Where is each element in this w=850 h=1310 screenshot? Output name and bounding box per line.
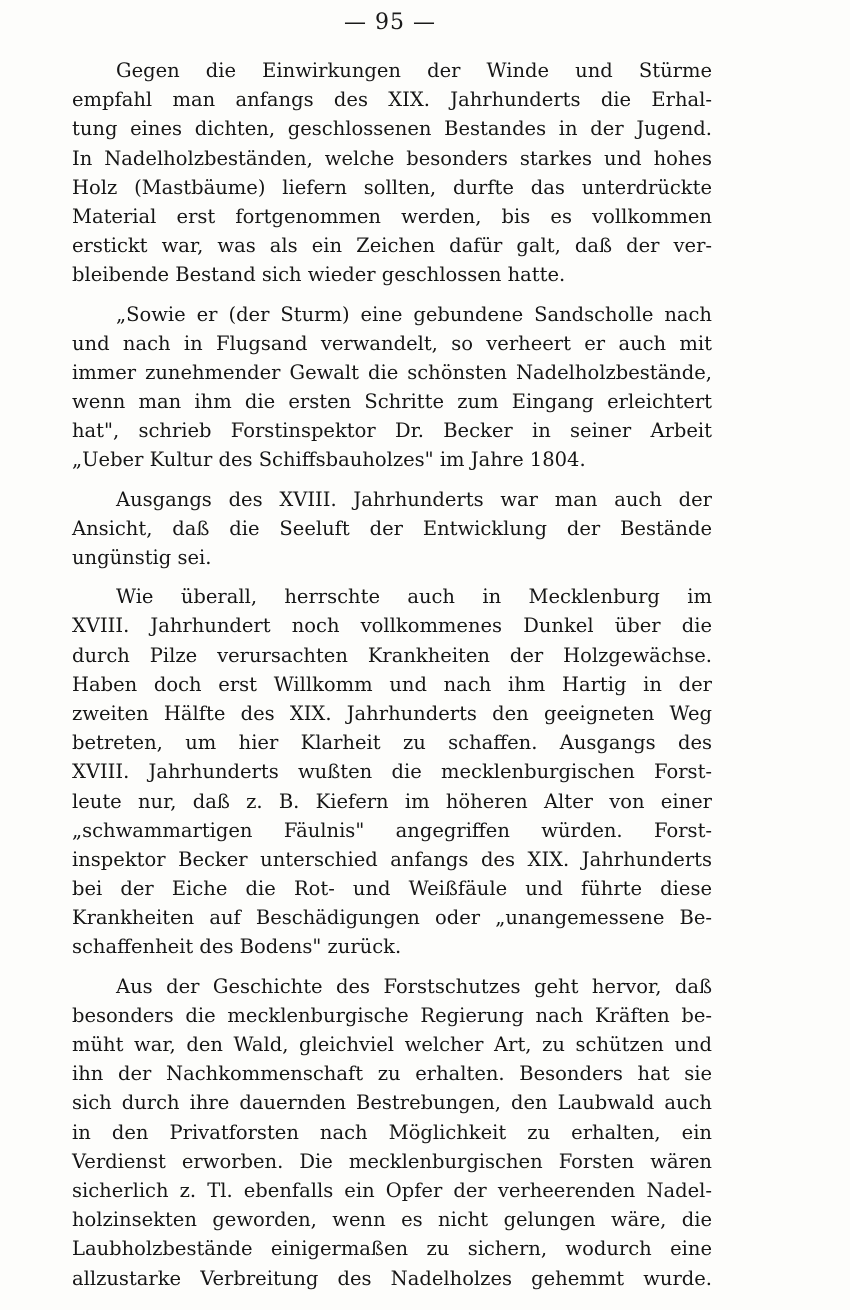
- text-line: allzustarke Verbreitung des Nadelholzes gehemmt wurde.: [72, 1266, 712, 1290]
- paragraph-4: [72, 582, 712, 961]
- text-line: Krankheiten auf Beschädigungen oder „unangemessene Be-: [72, 906, 712, 930]
- page-number: — 95 —: [344, 10, 436, 35]
- text-line: Gegen die Einwirkungen der Winde und Stürme: [116, 59, 712, 82]
- text-line: betreten, um hier Klarheit zu schaffen. Ausgangs des: [72, 731, 712, 755]
- paragraph-5: [72, 972, 712, 1293]
- text-line: Holz (Mastbäume) liefern sollten, durfte das unterdrückte: [72, 175, 712, 199]
- text-line: Aus der Geschichte des Forstschutzes geht hervor, daß: [116, 974, 712, 998]
- text-line: inspektor Becker unterschied anfangs des XIX. Jahrhunderts: [72, 847, 712, 871]
- text-line: hat", schrieb Forstinspektor Dr. Becker in seiner Arbeit: [72, 419, 712, 443]
- text-line: ihn der Nachkommenschaft zu erhalten. Besonders hat sie: [72, 1062, 712, 1086]
- text-line: In Nadelholzbeständen, welche besonders starkes und hohes: [72, 146, 712, 170]
- text-line: „schwammartigen Fäulnis" angegriffen würden. Forst-: [72, 818, 712, 842]
- text-line: wenn man ihm die ersten Schritte zum Eingang erleichtert: [72, 390, 712, 414]
- text-line: leute nur, daß z. B. Kiefern im höheren Alter von einer: [72, 789, 712, 813]
- text-line: „Ueber Kultur des Schiffsbauholzes" im Jahre 1804.: [72, 448, 586, 472]
- text-line: Haben doch erst Willkomm und nach ihm Hartig in der: [72, 672, 712, 696]
- paragraph-2: [72, 300, 712, 475]
- text-line: Ausgangs des XVIII. Jahrhunderts war man auch der: [116, 487, 712, 511]
- text-line: bleibende Bestand sich wieder geschlossen hatte.: [72, 263, 566, 287]
- text-line: Material erst fortgenommen werden, bis es vollkommen: [72, 204, 712, 228]
- text-line: schaffenheit des Bodens" zurück.: [72, 935, 402, 959]
- text-line: Verdienst erworben. Die mecklenburgischen Forsten wären: [72, 1149, 712, 1173]
- paragraph-3: [72, 485, 712, 573]
- text-line: XVIII. Jahrhunderts wußten die mecklenburgischen Forst-: [72, 760, 712, 784]
- text-line: tung eines dichten, geschlossenen Bestandes in der Jugend.: [72, 117, 712, 141]
- text-line: erstickt war, was als ein Zeichen dafür galt, daß der ver-: [72, 234, 712, 258]
- text-line: besonders die mecklenburgische Regierung nach Kräften be-: [72, 1003, 712, 1027]
- text-line: sicherlich z. Tl. ebenfalls ein Opfer der verheerenden Nadel-: [72, 1178, 712, 1202]
- text-line: durch Pilze verursachten Krankheiten der Holzgewächse.: [72, 643, 712, 667]
- body-text: [72, 56, 712, 1303]
- text-line: ungünstig sei.: [72, 546, 212, 569]
- text-line: XVIII. Jahrhundert noch vollkommenes Dunkel über die: [72, 614, 712, 638]
- text-line: holzinsekten geworden, wenn es nicht gelungen wäre, die: [72, 1208, 712, 1232]
- text-line: immer zunehmender Gewalt die schönsten Nadelholzbestände,: [72, 360, 712, 384]
- paragraph-1: [72, 56, 712, 290]
- text-line: Laubholzbestände einigermaßen zu sichern, wodurch eine: [72, 1237, 712, 1261]
- text-line: empfahl man anfangs des XIX. Jahrhunderts die Erhal-: [72, 88, 712, 112]
- text-line: und nach in Flugsand verwandelt, so verheert er auch mit: [72, 331, 712, 355]
- text-line: Ansicht, daß die Seeluft der Entwicklung der Bestände: [72, 516, 712, 540]
- text-line: in den Privatforsten nach Möglichkeit zu erhalten, ein: [72, 1120, 712, 1144]
- text-line: sich durch ihre dauernden Bestrebungen, den Laubwald auch: [72, 1091, 712, 1115]
- text-line: zweiten Hälfte des XIX. Jahrhunderts den geeigneten Weg: [72, 701, 712, 725]
- text-line: müht war, den Wald, gleichviel welcher Art, zu schützen und: [72, 1033, 712, 1056]
- text-line: „Sowie er (der Sturm) eine gebundene Sandscholle nach: [116, 302, 712, 326]
- text-line: Wie überall, herrschte auch in Mecklenburg im: [116, 585, 712, 609]
- text-line: bei der Eiche die Rot- und Weißfäule und führte diese: [72, 877, 712, 901]
